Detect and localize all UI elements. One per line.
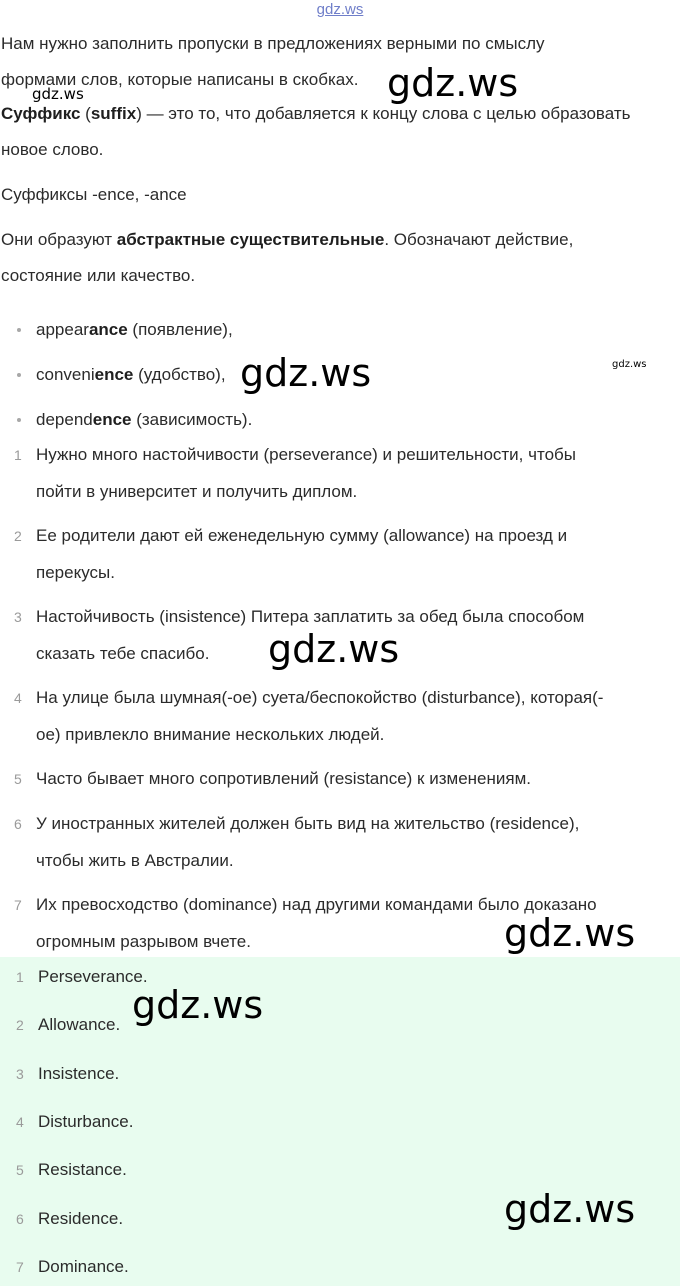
sentence-line-2: огромным разрывом вчете. [36, 932, 251, 951]
watermark: gdz.ws [504, 1187, 636, 1231]
sentence-line-1: Часто бывает много сопротивлений (resistance) к изменениям. [36, 769, 531, 788]
answer-item [0, 1249, 680, 1285]
sentence-number: 1 [14, 447, 22, 463]
example-suffix: ence [92, 410, 132, 429]
example-text [36, 312, 233, 348]
answer-item [0, 959, 680, 995]
watermark: gdz.ws [387, 61, 519, 105]
answer-text: Resistance. [38, 1160, 127, 1179]
sentence-number: 5 [14, 771, 22, 787]
answer-item [0, 1056, 680, 1092]
site-mark-link[interactable]: gdz.ws [316, 1, 364, 18]
intro-line-2: формами слов, которые написаны в скобках. [1, 70, 359, 89]
answer-text: Residence. [38, 1209, 124, 1228]
sentence-line-2: сказать тебе спасибо. [36, 644, 210, 663]
answer-number: 1 [16, 969, 24, 985]
example-suffix: ance [88, 320, 128, 339]
sentence-line-1: Настойчивость (insistence) Питера заплатить за обед была способом [36, 607, 585, 626]
watermark: gdz.ws [240, 351, 372, 395]
watermark: gdz.ws [132, 983, 264, 1027]
example-stem: depend [36, 410, 93, 429]
answer-item [0, 1104, 680, 1140]
sentence-number: 3 [14, 609, 22, 625]
suffix-open: ( [80, 104, 91, 123]
example-gloss: (удобство), [133, 365, 226, 384]
sentence-line-1: Их превосходство (dominance) над другими командами было доказано [36, 895, 597, 914]
abstract-nouns-line-2: состояние или качество. [1, 266, 196, 285]
intro-line-1: Нам нужно заполнить пропуски в предложениях верными по смыслу [1, 34, 545, 53]
answer-number: 6 [16, 1211, 24, 1227]
answer-text: Perseverance. [38, 967, 148, 986]
sentence-line-1: Нужно много настойчивости (perseverance) и решительности, чтобы [36, 445, 576, 464]
answer-text: Allowance. [38, 1015, 121, 1034]
answer-item [0, 1152, 680, 1188]
answer-item [0, 1007, 680, 1043]
example-stem: appear [36, 320, 89, 339]
answers-panel [0, 957, 680, 1286]
example-gloss: (зависимость). [131, 410, 253, 429]
answer-number: 4 [16, 1114, 24, 1130]
sentence-line-2: перекусы. [36, 563, 115, 582]
example-text [36, 357, 226, 393]
sentence-number: 7 [14, 897, 22, 913]
example-stem: conveni [36, 365, 95, 384]
answer-number: 7 [16, 1259, 24, 1275]
bullet-dot-icon [17, 328, 21, 332]
abstract-nouns-term: абстрактные существительные [116, 230, 385, 249]
suffix-definition-text: ) — это то, что добавляется к концу слова с целью образовать [136, 104, 631, 123]
watermark: gdz.ws [504, 911, 636, 955]
answer-text: Disturbance. [38, 1112, 134, 1131]
bullet-dot-icon [17, 373, 21, 377]
sentence-number: 2 [14, 528, 22, 544]
suffix-en-term: suffix [90, 104, 137, 123]
answer-text: Dominance. [38, 1257, 129, 1276]
sentence-number: 4 [14, 690, 22, 706]
abstract-pre: Они образуют [1, 230, 117, 249]
suffix-definition-line-2: новое слово. [1, 140, 104, 159]
sentence-number: 6 [14, 816, 22, 832]
suffix-term: Суффикс [1, 104, 81, 123]
answer-number: 5 [16, 1162, 24, 1178]
list-item [0, 402, 680, 438]
sentence-line-1: У иностранных жителей должен быть вид на жительство (residence), [36, 814, 580, 833]
suffix-definition [1, 96, 630, 132]
answer-text: Insistence. [38, 1064, 120, 1083]
sentence-line-2: чтобы жить в Австралии. [36, 851, 234, 870]
watermark-small: gdz.ws [32, 85, 84, 103]
suffixes-title: Суффиксы -ence, -ance [1, 185, 187, 204]
answer-number: 3 [16, 1066, 24, 1082]
sentence-line-1: На улице была шумная(-ое) суета/беспокойство (disturbance), которая(- [36, 688, 604, 707]
sentence-line-2: пойти в университет и получить диплом. [36, 482, 358, 501]
abstract-nouns-line [1, 222, 573, 258]
example-gloss: (появление), [127, 320, 233, 339]
answer-number: 2 [16, 1017, 24, 1033]
example-suffix: ence [94, 365, 134, 384]
sentence-line-1: Ее родители дают ей еженедельную сумму (allowance) на проезд и [36, 526, 568, 545]
watermark-tiny: gdz.ws [612, 359, 647, 370]
list-item [0, 312, 680, 348]
sentence-line-2: ое) привлекло внимание нескольких людей. [36, 725, 385, 744]
abstract-post: . Обозначают действие, [384, 230, 574, 249]
bullet-dot-icon [17, 418, 21, 422]
watermark: gdz.ws [268, 627, 400, 671]
example-text [36, 402, 252, 438]
